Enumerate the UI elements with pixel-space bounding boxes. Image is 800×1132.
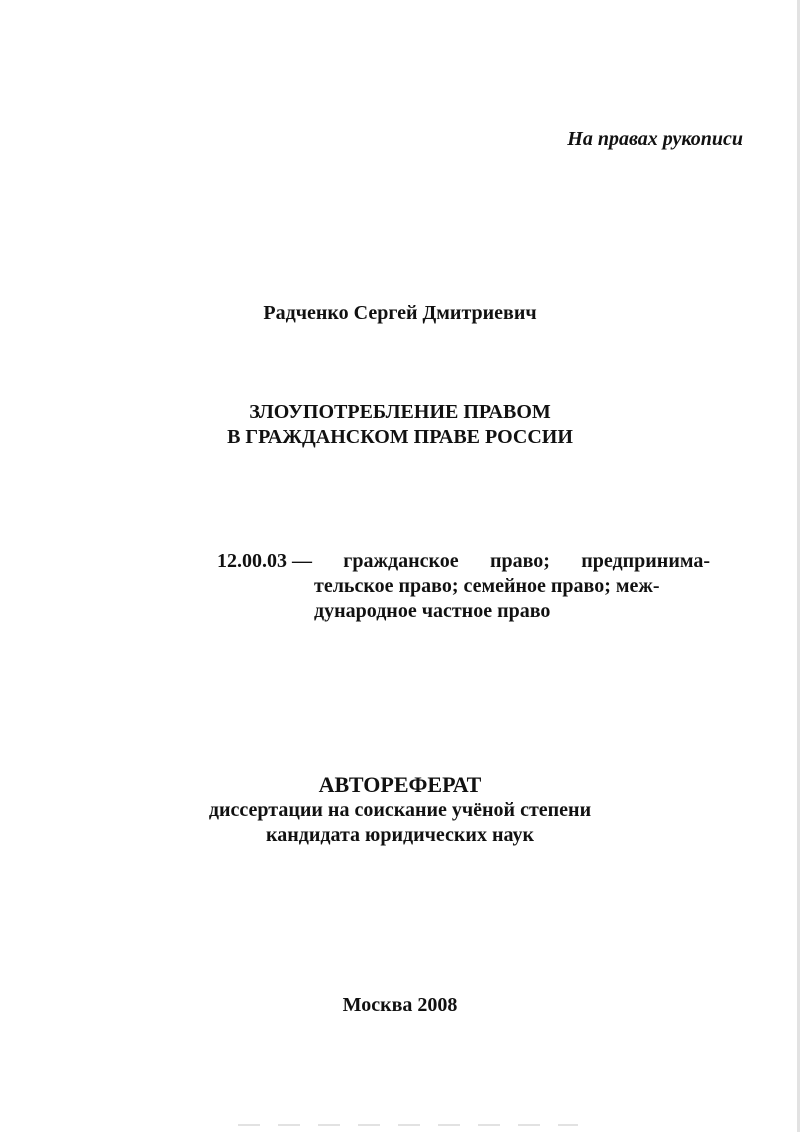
place-and-year: Москва 2008	[342, 994, 458, 1016]
author-name: Радченко Сергей Дмитриевич	[263, 302, 537, 324]
specialty-word-2: право;	[489, 550, 550, 572]
specialty-word-3: предпринима-	[581, 550, 710, 572]
manuscript-rights-note: На правах рукописи	[567, 128, 743, 150]
dissertation-title	[0, 400, 800, 450]
specialty-line-3: дународное частное право	[314, 600, 551, 622]
specialty-line-2: тельское право; семейное право; меж-	[314, 575, 660, 597]
specialty-word-1: гражданское	[343, 550, 459, 572]
description-line-1: диссертации на соискание учёной степени	[208, 799, 592, 821]
scan-artifact	[238, 1124, 578, 1126]
title-line-1: ЗЛОУПОТРЕБЛЕНИЕ ПРАВОМ	[249, 401, 551, 423]
specialty-line-1	[217, 549, 710, 574]
document-type-heading: АВТОРЕФЕРАТ	[318, 772, 482, 797]
document-description	[0, 798, 800, 848]
description-line-2: кандидата юридических наук	[266, 824, 534, 846]
title-line-2: В ГРАЖДАНСКОМ ПРАВЕ РОССИИ	[227, 426, 573, 448]
specialty-block	[217, 549, 710, 624]
specialty-code: 12.00.03 —	[217, 550, 312, 572]
